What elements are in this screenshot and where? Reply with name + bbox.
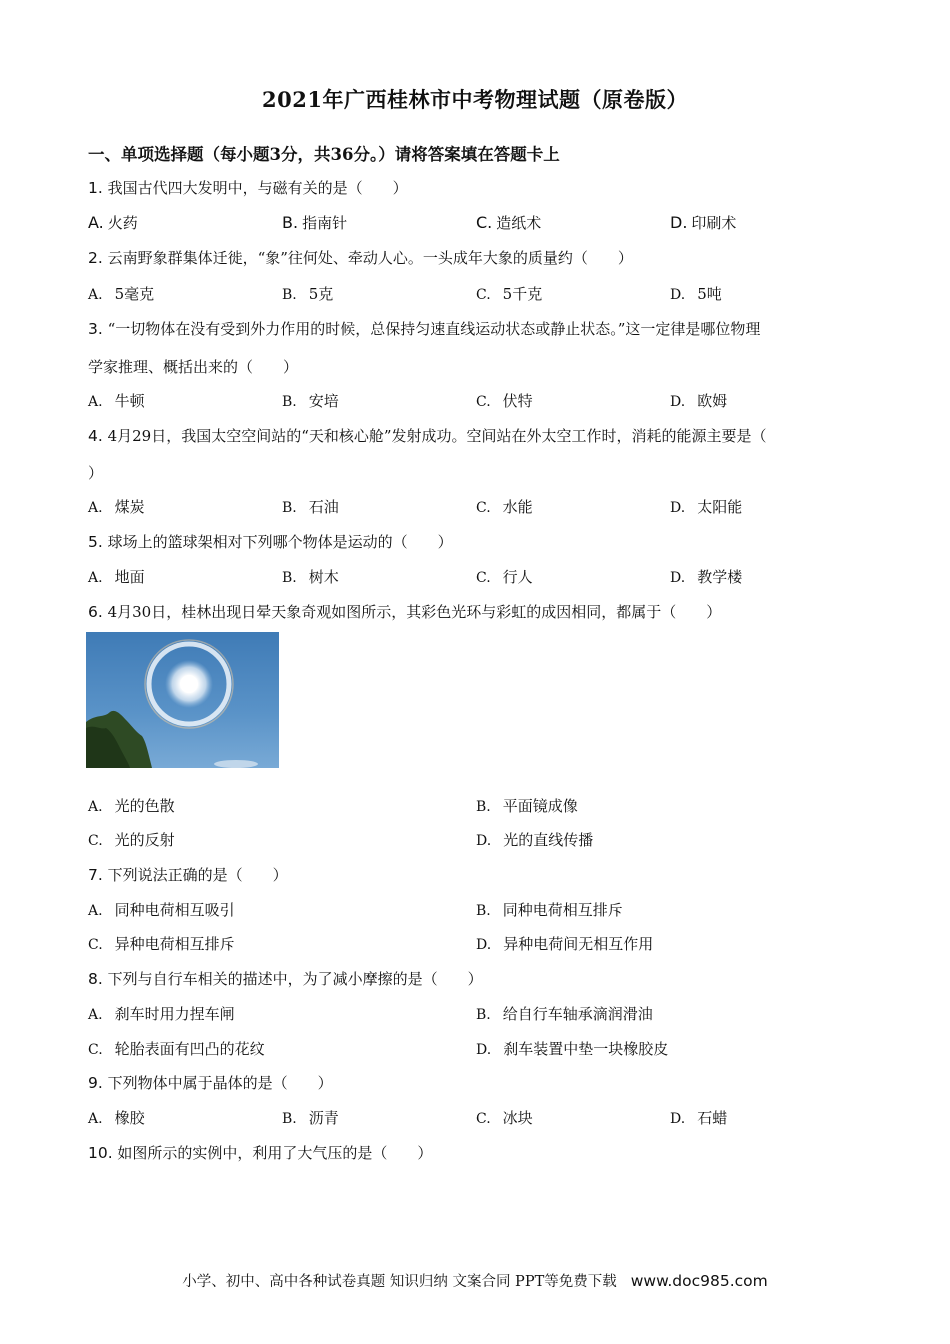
question-text: “一切物体在没有受到外力作用的时候，总保持匀速直线运动状态或静止状态。”这一定律是哪位物理 <box>102 320 761 338</box>
option-4b <box>282 496 339 517</box>
option-6c <box>88 829 175 850</box>
question-text: 下列与自行车相关的描述中，为了减小摩擦的是（ ） <box>102 970 483 988</box>
option-9d <box>670 1107 727 1128</box>
option-text: 欧姆 <box>697 392 728 410</box>
question-text: 如图所示的实例中，利用了大气压的是（ ） <box>112 1144 433 1162</box>
option-8a <box>88 1003 235 1024</box>
option-letter: A. <box>88 1111 103 1127</box>
option-7b <box>476 899 623 920</box>
question-4 <box>88 425 767 446</box>
option-5c <box>476 566 533 587</box>
option-text: 平面镜成像 <box>502 797 578 815</box>
question-number: 2. <box>88 249 103 267</box>
option-text: 煤炭 <box>114 498 145 516</box>
option-text: 光的反射 <box>114 831 175 849</box>
option-9b <box>282 1107 339 1128</box>
option-text: 5吨 <box>697 285 722 303</box>
option-1b <box>282 212 347 233</box>
question-4-line-2: ） <box>88 464 104 482</box>
option-text: 指南针 <box>302 214 348 232</box>
question-3-line-2: 学家推理、概括出来的（ ） <box>88 358 299 376</box>
option-6a <box>88 795 175 816</box>
option-letter: C. <box>88 1042 103 1058</box>
option-5d <box>670 566 742 587</box>
option-8d <box>476 1038 668 1059</box>
option-text: 火药 <box>107 214 138 232</box>
option-text: 橡胶 <box>114 1109 145 1127</box>
question-text: 我国古代四大发明中，与磁有关的是（ ） <box>102 179 408 197</box>
option-letter: A. <box>88 394 103 410</box>
page-footer <box>0 1270 950 1291</box>
option-letter: B. <box>282 500 297 516</box>
option-letter: C. <box>476 287 491 303</box>
option-text: 异种电荷相互排斥 <box>114 935 235 953</box>
option-letter: A. <box>88 287 103 303</box>
option-8c <box>88 1038 265 1059</box>
option-text: 光的色散 <box>114 797 175 815</box>
option-3c <box>476 390 533 411</box>
option-letter: A. <box>88 799 103 815</box>
option-text: 树木 <box>308 568 339 586</box>
option-letter: D. <box>670 287 686 303</box>
option-text: 牛顿 <box>114 392 145 410</box>
option-letter: C. <box>88 937 103 953</box>
option-4d <box>670 496 742 517</box>
section-heading: 一、单项选择题（每小题3分，共36分。）请将答案填在答题卡上 <box>88 145 560 164</box>
option-letter: D. <box>670 500 686 516</box>
option-letter: D. <box>670 213 688 232</box>
option-letter: A. <box>88 903 103 919</box>
question-1 <box>88 177 408 198</box>
question-8 <box>88 968 483 989</box>
question-7 <box>88 864 288 885</box>
option-text: 伏特 <box>502 392 533 410</box>
option-letter: D. <box>670 394 686 410</box>
option-text: 石蜡 <box>697 1109 728 1127</box>
option-9c <box>476 1107 533 1128</box>
option-7c <box>88 933 235 954</box>
question-number: 9. <box>88 1074 103 1092</box>
option-3d <box>670 390 727 411</box>
option-5a <box>88 566 145 587</box>
option-text: 石油 <box>308 498 339 516</box>
option-letter: A. <box>88 570 103 586</box>
footer-link[interactable]: www.doc985.com <box>630 1272 768 1290</box>
option-2a <box>88 283 154 304</box>
option-letter: A. <box>88 213 104 232</box>
option-1a <box>88 212 138 233</box>
sun-halo-photo <box>86 632 279 768</box>
option-text: 同种电荷相互吸引 <box>114 901 235 919</box>
question-6 <box>88 601 721 622</box>
question-5 <box>88 531 453 552</box>
option-letter: C. <box>88 833 103 849</box>
option-text: 给自行车轴承滴润滑油 <box>502 1005 653 1023</box>
option-letter: B. <box>282 394 297 410</box>
option-text: 刹车装置中垫一块橡胶皮 <box>503 1040 669 1058</box>
option-7d <box>476 933 653 954</box>
option-2d <box>670 283 722 304</box>
option-letter: B. <box>476 903 491 919</box>
option-text: 异种电荷间无相互作用 <box>503 935 654 953</box>
option-letter: D. <box>670 570 686 586</box>
footer-text: 小学、初中、高中各种试卷真题 知识归纳 文案合同 PPT等免费下载 <box>182 1274 617 1290</box>
option-letter: A. <box>88 500 103 516</box>
option-text: 造纸术 <box>496 214 542 232</box>
option-letter: B. <box>282 570 297 586</box>
option-text: 刹车时用力捏车闸 <box>114 1005 235 1023</box>
option-text: 5千克 <box>502 285 543 303</box>
option-text: 光的直线传播 <box>503 831 594 849</box>
option-8b <box>476 1003 653 1024</box>
option-5b <box>282 566 339 587</box>
option-letter: D. <box>476 833 492 849</box>
option-9a <box>88 1107 145 1128</box>
question-text: 下列物体中属于晶体的是（ ） <box>102 1074 333 1092</box>
question-text: 球场上的篮球架相对下列哪个物体是运动的（ ） <box>102 533 453 551</box>
option-letter: B. <box>476 1007 491 1023</box>
option-6d <box>476 829 593 850</box>
option-text: 5毫克 <box>114 285 155 303</box>
option-text: 5克 <box>308 285 334 303</box>
option-letter: C. <box>476 570 491 586</box>
option-text: 水能 <box>502 498 533 516</box>
question-10 <box>88 1142 432 1163</box>
option-text: 印刷术 <box>691 214 737 232</box>
option-text: 同种电荷相互排斥 <box>502 901 623 919</box>
page-title: 2021年广西桂林市中考物理试题（原卷版） <box>262 87 688 112</box>
question-text: 云南野象群集体迁徙，“象”往何处、牵动人心。一头成年大象的质量约（ ） <box>102 249 633 267</box>
question-number: 1. <box>88 179 103 197</box>
question-number: 8. <box>88 970 103 988</box>
question-2 <box>88 247 633 268</box>
option-1d <box>670 212 736 233</box>
option-4c <box>476 496 533 517</box>
option-letter: B. <box>282 287 297 303</box>
option-letter: B. <box>282 213 299 232</box>
question-number: 5. <box>88 533 103 551</box>
option-letter: D. <box>670 1111 686 1127</box>
option-letter: C. <box>476 500 491 516</box>
option-4a <box>88 496 145 517</box>
option-text: 安培 <box>308 392 339 410</box>
option-text: 冰块 <box>502 1109 533 1127</box>
option-text: 地面 <box>114 568 145 586</box>
option-7a <box>88 899 235 920</box>
option-2c <box>476 283 542 304</box>
question-number: 10. <box>88 1144 113 1162</box>
question-text: 4月30日，桂林出现日晕天象奇观如图所示，其彩色光环与彩虹的成因相同，都属于（ ） <box>102 603 722 621</box>
question-9 <box>88 1072 333 1093</box>
option-letter: C. <box>476 213 493 232</box>
question-3 <box>88 318 760 339</box>
option-6b <box>476 795 578 816</box>
option-2b <box>282 283 333 304</box>
option-letter: D. <box>476 937 492 953</box>
option-text: 轮胎表面有凹凸的花纹 <box>114 1040 265 1058</box>
option-letter: C. <box>476 394 491 410</box>
question-text: 4月29日，我国太空空间站的“天和核心舱”发射成功。空间站在外太空工作时，消耗的能源主要是（ <box>102 427 767 445</box>
option-3b <box>282 390 339 411</box>
question-text: 下列说法正确的是（ ） <box>102 866 288 884</box>
option-text: 沥青 <box>308 1109 339 1127</box>
question-number: 6. <box>88 603 103 621</box>
option-letter: B. <box>476 799 491 815</box>
option-3a <box>88 390 145 411</box>
option-text: 教学楼 <box>697 568 743 586</box>
question-number: 3. <box>88 320 103 338</box>
option-letter: D. <box>476 1042 492 1058</box>
question-number: 4. <box>88 427 103 445</box>
question-number: 7. <box>88 866 103 884</box>
option-letter: C. <box>476 1111 491 1127</box>
option-text: 太阳能 <box>697 498 743 516</box>
option-text: 行人 <box>502 568 533 586</box>
option-letter: B. <box>282 1111 297 1127</box>
option-1c <box>476 212 541 233</box>
option-letter: A. <box>88 1007 103 1023</box>
